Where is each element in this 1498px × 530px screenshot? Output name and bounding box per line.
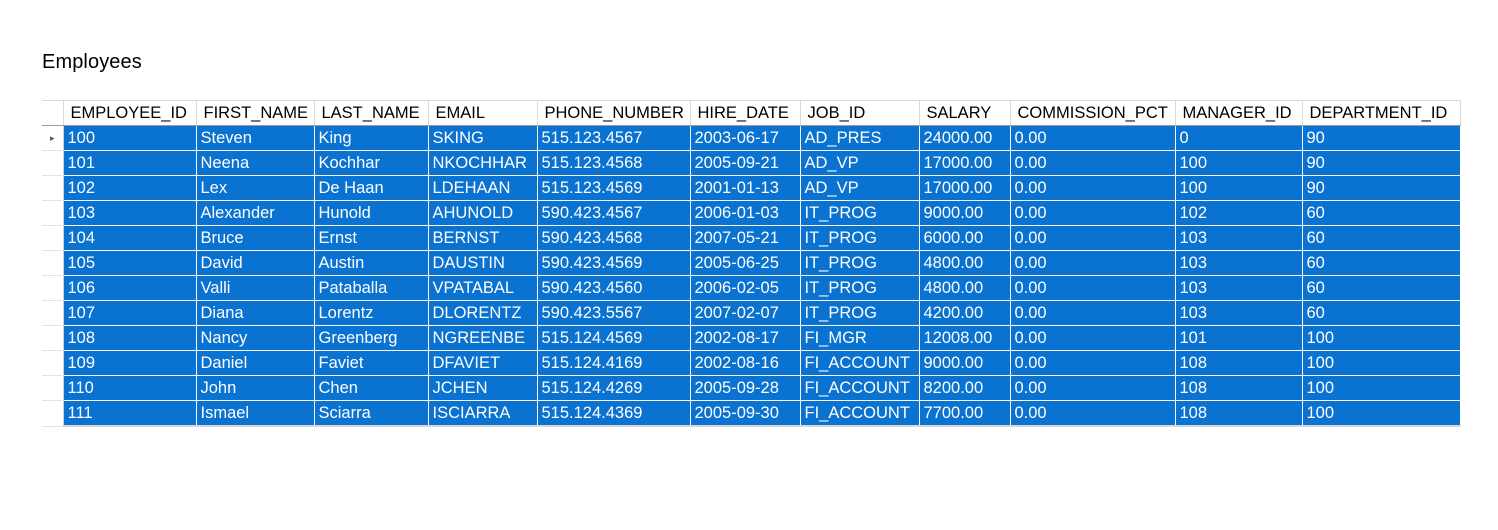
cell-hire-date[interactable]: 2001-01-13	[690, 176, 800, 201]
table-row[interactable]	[42, 351, 1460, 376]
cell-first-name[interactable]: John	[196, 376, 314, 401]
cell-hire-date[interactable]: 2002-08-16	[690, 351, 800, 376]
cell-department-id[interactable]: 60	[1302, 301, 1460, 326]
cell-commission-pct[interactable]: 0.00	[1010, 276, 1175, 301]
row-selector[interactable]	[42, 326, 63, 351]
table-row[interactable]	[42, 401, 1460, 427]
cell-email[interactable]: JCHEN	[428, 376, 537, 401]
column-header-commission-pct[interactable]: COMMISSION_PCT	[1010, 101, 1175, 126]
cell-commission-pct[interactable]: 0.00	[1010, 376, 1175, 401]
cell-hire-date[interactable]: 2006-02-05	[690, 276, 800, 301]
cell-hire-date[interactable]: 2002-08-17	[690, 326, 800, 351]
cell-email[interactable]: DFAVIET	[428, 351, 537, 376]
cell-employee-id[interactable]: 109	[63, 351, 196, 376]
cell-job-id[interactable]: IT_PROG	[800, 301, 919, 326]
cell-department-id[interactable]: 60	[1302, 276, 1460, 301]
cell-first-name[interactable]: Valli	[196, 276, 314, 301]
cell-employee-id[interactable]: 103	[63, 201, 196, 226]
cell-last-name[interactable]: Chen	[314, 376, 428, 401]
row-selector[interactable]	[42, 351, 63, 376]
cell-first-name[interactable]: David	[196, 251, 314, 276]
column-header-salary[interactable]: SALARY	[919, 101, 1010, 126]
cell-department-id[interactable]: 60	[1302, 226, 1460, 251]
cell-manager-id[interactable]: 101	[1175, 326, 1302, 351]
cell-hire-date[interactable]: 2005-09-28	[690, 376, 800, 401]
cell-job-id[interactable]: IT_PROG	[800, 251, 919, 276]
cell-hire-date[interactable]: 2005-06-25	[690, 251, 800, 276]
cell-manager-id[interactable]: 100	[1175, 176, 1302, 201]
cell-department-id[interactable]: 100	[1302, 326, 1460, 351]
cell-hire-date[interactable]: 2003-06-17	[690, 126, 800, 151]
row-selector[interactable]	[42, 126, 63, 151]
cell-first-name[interactable]: Bruce	[196, 226, 314, 251]
cell-job-id[interactable]: FI_ACCOUNT	[800, 351, 919, 376]
cell-email[interactable]: BERNST	[428, 226, 537, 251]
column-header-first-name[interactable]: FIRST_NAME	[196, 101, 314, 126]
cell-job-id[interactable]: IT_PROG	[800, 276, 919, 301]
cell-employee-id[interactable]: 110	[63, 376, 196, 401]
cell-last-name[interactable]: King	[314, 126, 428, 151]
cell-salary[interactable]: 4200.00	[919, 301, 1010, 326]
cell-department-id[interactable]: 100	[1302, 401, 1460, 427]
cell-salary[interactable]: 7700.00	[919, 401, 1010, 427]
column-header-job-id[interactable]: JOB_ID	[800, 101, 919, 126]
cell-commission-pct[interactable]: 0.00	[1010, 226, 1175, 251]
cell-manager-id[interactable]: 103	[1175, 251, 1302, 276]
cell-commission-pct[interactable]: 0.00	[1010, 401, 1175, 427]
cell-phone-number[interactable]: 515.123.4567	[537, 126, 690, 151]
cell-salary[interactable]: 9000.00	[919, 201, 1010, 226]
cell-commission-pct[interactable]: 0.00	[1010, 301, 1175, 326]
cell-employee-id[interactable]: 104	[63, 226, 196, 251]
cell-department-id[interactable]: 60	[1302, 201, 1460, 226]
cell-employee-id[interactable]: 105	[63, 251, 196, 276]
cell-last-name[interactable]: Hunold	[314, 201, 428, 226]
cell-first-name[interactable]: Ismael	[196, 401, 314, 427]
cell-first-name[interactable]: Daniel	[196, 351, 314, 376]
cell-manager-id[interactable]: 0	[1175, 126, 1302, 151]
table-row[interactable]	[42, 151, 1460, 176]
cell-phone-number[interactable]: 590.423.5567	[537, 301, 690, 326]
cell-first-name[interactable]: Nancy	[196, 326, 314, 351]
cell-employee-id[interactable]: 108	[63, 326, 196, 351]
table-row[interactable]	[42, 226, 1460, 251]
cell-salary[interactable]: 6000.00	[919, 226, 1010, 251]
table-row[interactable]	[42, 276, 1460, 301]
row-selector[interactable]	[42, 226, 63, 251]
cell-phone-number[interactable]: 515.123.4569	[537, 176, 690, 201]
table-row[interactable]	[42, 251, 1460, 276]
row-selector[interactable]	[42, 176, 63, 201]
cell-manager-id[interactable]: 108	[1175, 351, 1302, 376]
cell-email[interactable]: DLORENTZ	[428, 301, 537, 326]
cell-salary[interactable]: 17000.00	[919, 176, 1010, 201]
cell-email[interactable]: NKOCHHAR	[428, 151, 537, 176]
cell-employee-id[interactable]: 106	[63, 276, 196, 301]
cell-phone-number[interactable]: 590.423.4560	[537, 276, 690, 301]
cell-job-id[interactable]: IT_PROG	[800, 201, 919, 226]
grid-body	[42, 126, 1460, 427]
cell-hire-date[interactable]: 2006-01-03	[690, 201, 800, 226]
row-selector[interactable]	[42, 401, 63, 427]
cell-salary[interactable]: 9000.00	[919, 351, 1010, 376]
cell-email[interactable]: VPATABAL	[428, 276, 537, 301]
cell-job-id[interactable]: FI_ACCOUNT	[800, 376, 919, 401]
table-row[interactable]	[42, 201, 1460, 226]
row-selector[interactable]	[42, 151, 63, 176]
cell-employee-id[interactable]: 111	[63, 401, 196, 427]
table-row[interactable]	[42, 326, 1460, 351]
cell-employee-id[interactable]: 101	[63, 151, 196, 176]
cell-last-name[interactable]: Kochhar	[314, 151, 428, 176]
row-header-corner[interactable]	[42, 101, 63, 126]
column-header-email[interactable]: EMAIL	[428, 101, 537, 126]
cell-last-name[interactable]: Greenberg	[314, 326, 428, 351]
cell-job-id[interactable]: AD_VP	[800, 151, 919, 176]
column-header-manager-id[interactable]: MANAGER_ID	[1175, 101, 1302, 126]
row-selector[interactable]	[42, 376, 63, 401]
table-row[interactable]	[42, 176, 1460, 201]
cell-manager-id[interactable]: 103	[1175, 226, 1302, 251]
cell-job-id[interactable]: FI_MGR	[800, 326, 919, 351]
row-selector[interactable]	[42, 301, 63, 326]
cell-phone-number[interactable]: 590.423.4568	[537, 226, 690, 251]
grid-title: Employees	[42, 51, 142, 73]
cell-hire-date[interactable]: 2007-02-07	[690, 301, 800, 326]
cell-salary[interactable]: 12008.00	[919, 326, 1010, 351]
cell-last-name[interactable]: Lorentz	[314, 301, 428, 326]
cell-first-name[interactable]: Alexander	[196, 201, 314, 226]
cell-last-name[interactable]: Sciarra	[314, 401, 428, 427]
cell-manager-id[interactable]: 100	[1175, 151, 1302, 176]
employees-data-grid[interactable]	[42, 100, 1461, 427]
cell-job-id[interactable]: AD_VP	[800, 176, 919, 201]
cell-department-id[interactable]: 100	[1302, 351, 1460, 376]
cell-manager-id[interactable]: 103	[1175, 301, 1302, 326]
cell-job-id[interactable]: IT_PROG	[800, 226, 919, 251]
cell-email[interactable]: AHUNOLD	[428, 201, 537, 226]
cell-email[interactable]: ISCIARRA	[428, 401, 537, 427]
cell-commission-pct[interactable]: 0.00	[1010, 126, 1175, 151]
cell-phone-number[interactable]: 590.423.4569	[537, 251, 690, 276]
cell-job-id[interactable]: FI_ACCOUNT	[800, 401, 919, 427]
cell-department-id[interactable]: 90	[1302, 176, 1460, 201]
cell-first-name[interactable]: Steven	[196, 126, 314, 151]
cell-commission-pct[interactable]: 0.00	[1010, 326, 1175, 351]
cell-last-name[interactable]: Austin	[314, 251, 428, 276]
cell-email[interactable]: SKING	[428, 126, 537, 151]
cell-salary[interactable]: 24000.00	[919, 126, 1010, 151]
cell-last-name[interactable]: Faviet	[314, 351, 428, 376]
cell-commission-pct[interactable]: 0.00	[1010, 351, 1175, 376]
cell-phone-number[interactable]: 515.124.4569	[537, 326, 690, 351]
table-row[interactable]	[42, 376, 1460, 401]
cell-salary[interactable]: 8200.00	[919, 376, 1010, 401]
cell-commission-pct[interactable]: 0.00	[1010, 176, 1175, 201]
cell-first-name[interactable]: Neena	[196, 151, 314, 176]
cell-employee-id[interactable]: 100	[63, 126, 196, 151]
cell-email[interactable]: NGREENBE	[428, 326, 537, 351]
column-header-department-id[interactable]: DEPARTMENT_ID	[1302, 101, 1460, 126]
cell-email[interactable]: DAUSTIN	[428, 251, 537, 276]
column-header-phone-number[interactable]: PHONE_NUMBER	[537, 101, 690, 126]
column-header-last-name[interactable]: LAST_NAME	[314, 101, 428, 126]
cell-last-name[interactable]: Ernst	[314, 226, 428, 251]
column-header-employee-id[interactable]: EMPLOYEE_ID	[63, 101, 196, 126]
cell-manager-id[interactable]: 108	[1175, 376, 1302, 401]
cell-email[interactable]: LDEHAAN	[428, 176, 537, 201]
cell-department-id[interactable]: 60	[1302, 251, 1460, 276]
cell-employee-id[interactable]: 102	[63, 176, 196, 201]
cell-department-id[interactable]: 90	[1302, 126, 1460, 151]
cell-job-id[interactable]: AD_PRES	[800, 126, 919, 151]
cell-commission-pct[interactable]: 0.00	[1010, 201, 1175, 226]
column-header-hire-date[interactable]: HIRE_DATE	[690, 101, 800, 126]
cell-salary[interactable]: 17000.00	[919, 151, 1010, 176]
cell-manager-id[interactable]: 102	[1175, 201, 1302, 226]
cell-hire-date[interactable]: 2005-09-30	[690, 401, 800, 427]
cell-employee-id[interactable]: 107	[63, 301, 196, 326]
cell-phone-number[interactable]: 515.124.4369	[537, 401, 690, 427]
row-selector[interactable]	[42, 276, 63, 301]
cell-hire-date[interactable]: 2007-05-21	[690, 226, 800, 251]
cell-last-name[interactable]: Pataballa	[314, 276, 428, 301]
table-row[interactable]	[42, 126, 1460, 151]
cell-phone-number[interactable]: 515.124.4269	[537, 376, 690, 401]
column-header-row	[42, 101, 1460, 126]
cell-first-name[interactable]: Lex	[196, 176, 314, 201]
cell-commission-pct[interactable]: 0.00	[1010, 151, 1175, 176]
cell-salary[interactable]: 4800.00	[919, 251, 1010, 276]
row-selector[interactable]	[42, 201, 63, 226]
cell-salary[interactable]: 4800.00	[919, 276, 1010, 301]
cell-department-id[interactable]: 90	[1302, 151, 1460, 176]
cell-first-name[interactable]: Diana	[196, 301, 314, 326]
cell-last-name[interactable]: De Haan	[314, 176, 428, 201]
row-selector[interactable]	[42, 251, 63, 276]
cell-manager-id[interactable]: 103	[1175, 276, 1302, 301]
table-row[interactable]	[42, 301, 1460, 326]
current-row-arrow-icon: ▸	[49, 132, 55, 143]
cell-phone-number[interactable]: 515.123.4568	[537, 151, 690, 176]
cell-manager-id[interactable]: 108	[1175, 401, 1302, 427]
cell-phone-number[interactable]: 515.124.4169	[537, 351, 690, 376]
cell-hire-date[interactable]: 2005-09-21	[690, 151, 800, 176]
cell-phone-number[interactable]: 590.423.4567	[537, 201, 690, 226]
cell-department-id[interactable]: 100	[1302, 376, 1460, 401]
cell-commission-pct[interactable]: 0.00	[1010, 251, 1175, 276]
